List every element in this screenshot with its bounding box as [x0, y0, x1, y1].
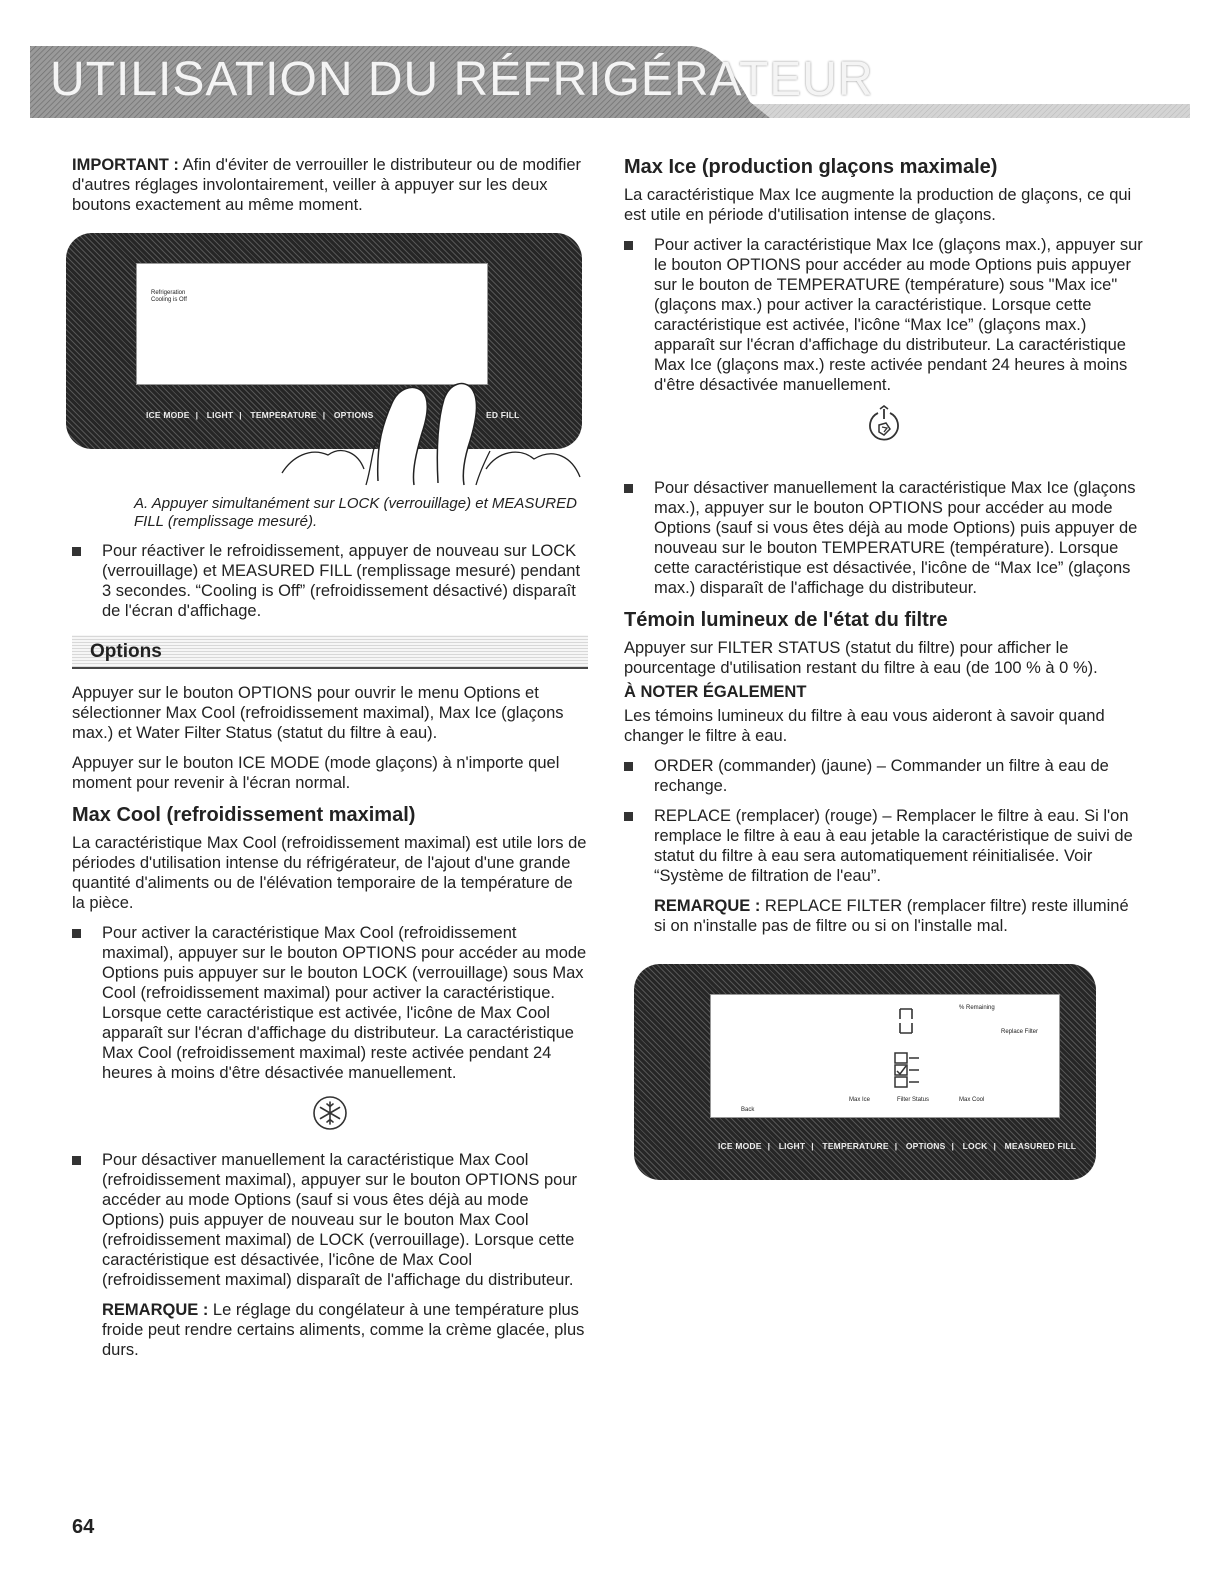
lock-button[interactable]: LOCK	[962, 1141, 988, 1151]
remaining-label: % Remaining	[959, 1005, 995, 1011]
maxice-list-2	[624, 478, 1144, 598]
important-note	[72, 155, 588, 215]
filter-title: Témoin lumineux de l'état du filtre	[624, 609, 948, 631]
list-item: ORDER (commander) (jaune) – Commander un filtre à eau de rechange.	[624, 756, 1144, 796]
percent-digit	[897, 1007, 917, 1035]
fingers-illustration	[66, 233, 586, 495]
list-item: Pour désactiver manuellement la caractéristique Max Cool (refroidissement maximal), appuyer sur le bouton OPTIONS pour accéder au mode Options (sauf si vous êtes déjà au mode Options) puis appuyer de nouveau sur le bouton Max Cool (refroidissement maximal) de LOCK (verrouillage). Lorsque cette caractéristique est désactivée, l'icône de Max Cool (refroidissement maximal) disparaît de l'affichage du distributeur.	[72, 1150, 588, 1290]
measured-fill-button[interactable]: MEASURED FILL	[1004, 1141, 1077, 1151]
snowflake-icon	[310, 1093, 350, 1133]
light-button[interactable]: LIGHT	[206, 410, 234, 420]
light-button[interactable]: LIGHT	[778, 1141, 806, 1151]
options-title: Options	[90, 641, 162, 662]
measured-fill-partial: ED FILL	[486, 410, 520, 420]
display-screen	[710, 994, 1060, 1118]
list-item: Pour activer la caractéristique Max Cool (refroidissement maximal), appuyer sur le bouton OPTIONS pour accéder au mode Options puis appuyer sur le bouton LOCK (verrouillage) sous Max Cool (refroidissement maximal) pour activer la caractéristique. Lorsque cette caractéristique est activée, l'icône de Max Cool apparaît sur l'écran d'affichage du distributeur. La caractéristique Max Cool (refroidissement maximal) reste activée pendant 24 heures à moins d'être désactivée manuellement.	[72, 923, 588, 1083]
filter-light-list	[624, 756, 1144, 886]
back-label: Back	[741, 1107, 755, 1113]
filter-icon	[893, 1051, 923, 1091]
filter-status-label: Filter Status	[897, 1097, 930, 1103]
maxice-icon-wrap	[624, 405, 1144, 454]
screen-text-refrigeration: Refrigeration	[151, 290, 186, 296]
button-row: ICE MODE | LIGHT | TEMPERATURE | OPTIONS | LOCK | MEASURED FILL	[718, 1141, 1077, 1151]
noter-paragraph: Les témoins lumineux du filtre à eau vous aideront à savoir quand changer le filtre à eau.	[624, 707, 1105, 745]
maxcool-list-2	[72, 1150, 588, 1290]
maxice-title: Max Ice (production glaçons maximale)	[624, 156, 998, 178]
remarque-text: REPLACE FILTER (remplacer filtre) reste illuminé si on n'installe pas de filtre ou si on l'installe mal.	[654, 897, 1129, 935]
replace-filter-label: Replace Filter	[1001, 1029, 1039, 1035]
filter-paragraph: Appuyer sur FILTER STATUS (statut du filtre) pour afficher le pourcentage d'utilisation restant du filtre à eau (de 100 % à 0 %).	[624, 639, 1098, 677]
remarque-text: Le réglage du congélateur à une température plus froide peut rendre certains aliments, comme la crème glacée, plus durs.	[102, 1301, 585, 1359]
page-title: UTILISATION DU RÉFRIGÉRATEUR	[50, 53, 874, 106]
important-label: IMPORTANT :	[72, 156, 179, 174]
max-ice-label: Max Ice	[849, 1097, 871, 1103]
dispenser-figure-lock	[72, 233, 588, 495]
screen-text-cooling-off: Cooling is Off	[151, 297, 187, 303]
list-item: Pour réactiver le refroidissement, appuyer de nouveau sur LOCK (verrouillage) et MEASURED FILL (remplissage mesuré) pendant 3 secondes. “Cooling is Off” (refroidissement désactivé) disparaît de l'écran d'affichage.	[72, 541, 588, 621]
section-banner	[30, 46, 1190, 120]
maxice-list-1	[624, 235, 1144, 395]
figure1-caption: A. Appuyer simultanément sur LOCK (verrouillage) et MEASURED FILL (remplissage mesuré).	[134, 495, 577, 530]
remarque-right	[624, 896, 1144, 936]
maxcool-paragraph: La caractéristique Max Cool (refroidissement maximal) est utile lors de périodes d'utilisation intense du réfrigérateur, de l'ajout d'une grande quantité d'aliments ou de l'élévation temporaire de la température de la pièce.	[72, 834, 587, 912]
temperature-button[interactable]: TEMPERATURE	[250, 410, 317, 420]
options-subheader	[72, 633, 588, 673]
options-paragraph-2: Appuyer sur le bouton ICE MODE (mode glaçons) à n'importe quel moment pour revenir à l'écran normal.	[72, 754, 560, 792]
list-item: Pour désactiver manuellement la caractéristique Max Ice (glaçons max.), appuyer sur le bouton OPTIONS pour accéder au mode Options (sauf si vous êtes déjà au mode Options) puis appuyer de nouveau sur le bouton TEMPERATURE (température). Lorsque cette caractéristique est désactivée, l'icône de “Max Ice” (glaçons max.) disparaît de l'affichage du distributeur.	[624, 478, 1144, 598]
maxcool-title: Max Cool (refroidissement maximal)	[72, 804, 416, 826]
list-item: Pour activer la caractéristique Max Ice (glaçons max.), appuyer sur le bouton OPTIONS pour accéder au mode Options puis appuyer sur le bouton de TEMPERATURE (température) sous "Max ice" (glaçons max.) pour activer la caractéristique. Lorsque cette caractéristique est activée, l'icône “Max Ice” (glaçons max.) apparaît sur l'écran d'affichage du distributeur. La caractéristique Max Ice (glaçons max.) reste activée pendant 24 heures à moins d'être désactivée manuellement.	[624, 235, 1144, 395]
remarque-label: REMARQUE :	[654, 897, 761, 915]
ice-mode-button[interactable]: ICE MODE	[718, 1141, 762, 1151]
maxcool-icon-wrap	[72, 1093, 588, 1138]
important-text: Afin d'éviter de verrouiller le distributeur ou de modifier d'autres réglages involontairement, veiller à appuyer sur les deux boutons exactement au même moment.	[72, 156, 582, 214]
button-row: ICE MODE | LIGHT | TEMPERATURE | OPTIONS	[146, 410, 374, 420]
temperature-button[interactable]: TEMPERATURE	[822, 1141, 889, 1151]
maxcool-list-1	[72, 923, 588, 1083]
options-paragraph-1: Appuyer sur le bouton OPTIONS pour ouvrir le menu Options et sélectionner Max Cool (refroidissement maximal), Max Ice (glaçons max.) et Water Filter Status (statut du filtre à eau).	[72, 684, 564, 742]
options-button[interactable]: OPTIONS	[905, 1141, 946, 1151]
remarque-left	[72, 1300, 588, 1360]
list-item: REPLACE (remplacer) (rouge) – Remplacer le filtre à eau. Si l'on remplace le filtre à eau à eau jetable la caractéristique de suivi de statut du filtre à eau sera automatiquement réinitialisée. Voir “Système de filtration de l'eau”.	[624, 806, 1144, 886]
noter-title: À NOTER ÉGALEMENT	[624, 683, 807, 701]
maxice-paragraph: La caractéristique Max Ice augmente la production de glaçons, ce qui est utile en période d'utilisation intense de glaçons.	[624, 186, 1132, 224]
ice-cube-icon	[864, 405, 904, 449]
max-cool-label: Max Cool	[959, 1097, 985, 1103]
reactivate-list	[72, 541, 588, 621]
options-button[interactable]: OPTIONS	[333, 410, 374, 420]
left-column	[72, 155, 588, 1370]
right-column	[624, 155, 1144, 1180]
ice-mode-button[interactable]: ICE MODE	[146, 410, 190, 420]
page-number: 64	[72, 1516, 95, 1538]
remarque-label: REMARQUE :	[102, 1301, 209, 1319]
divider	[72, 667, 588, 669]
filter-status-panel	[634, 964, 1096, 1180]
